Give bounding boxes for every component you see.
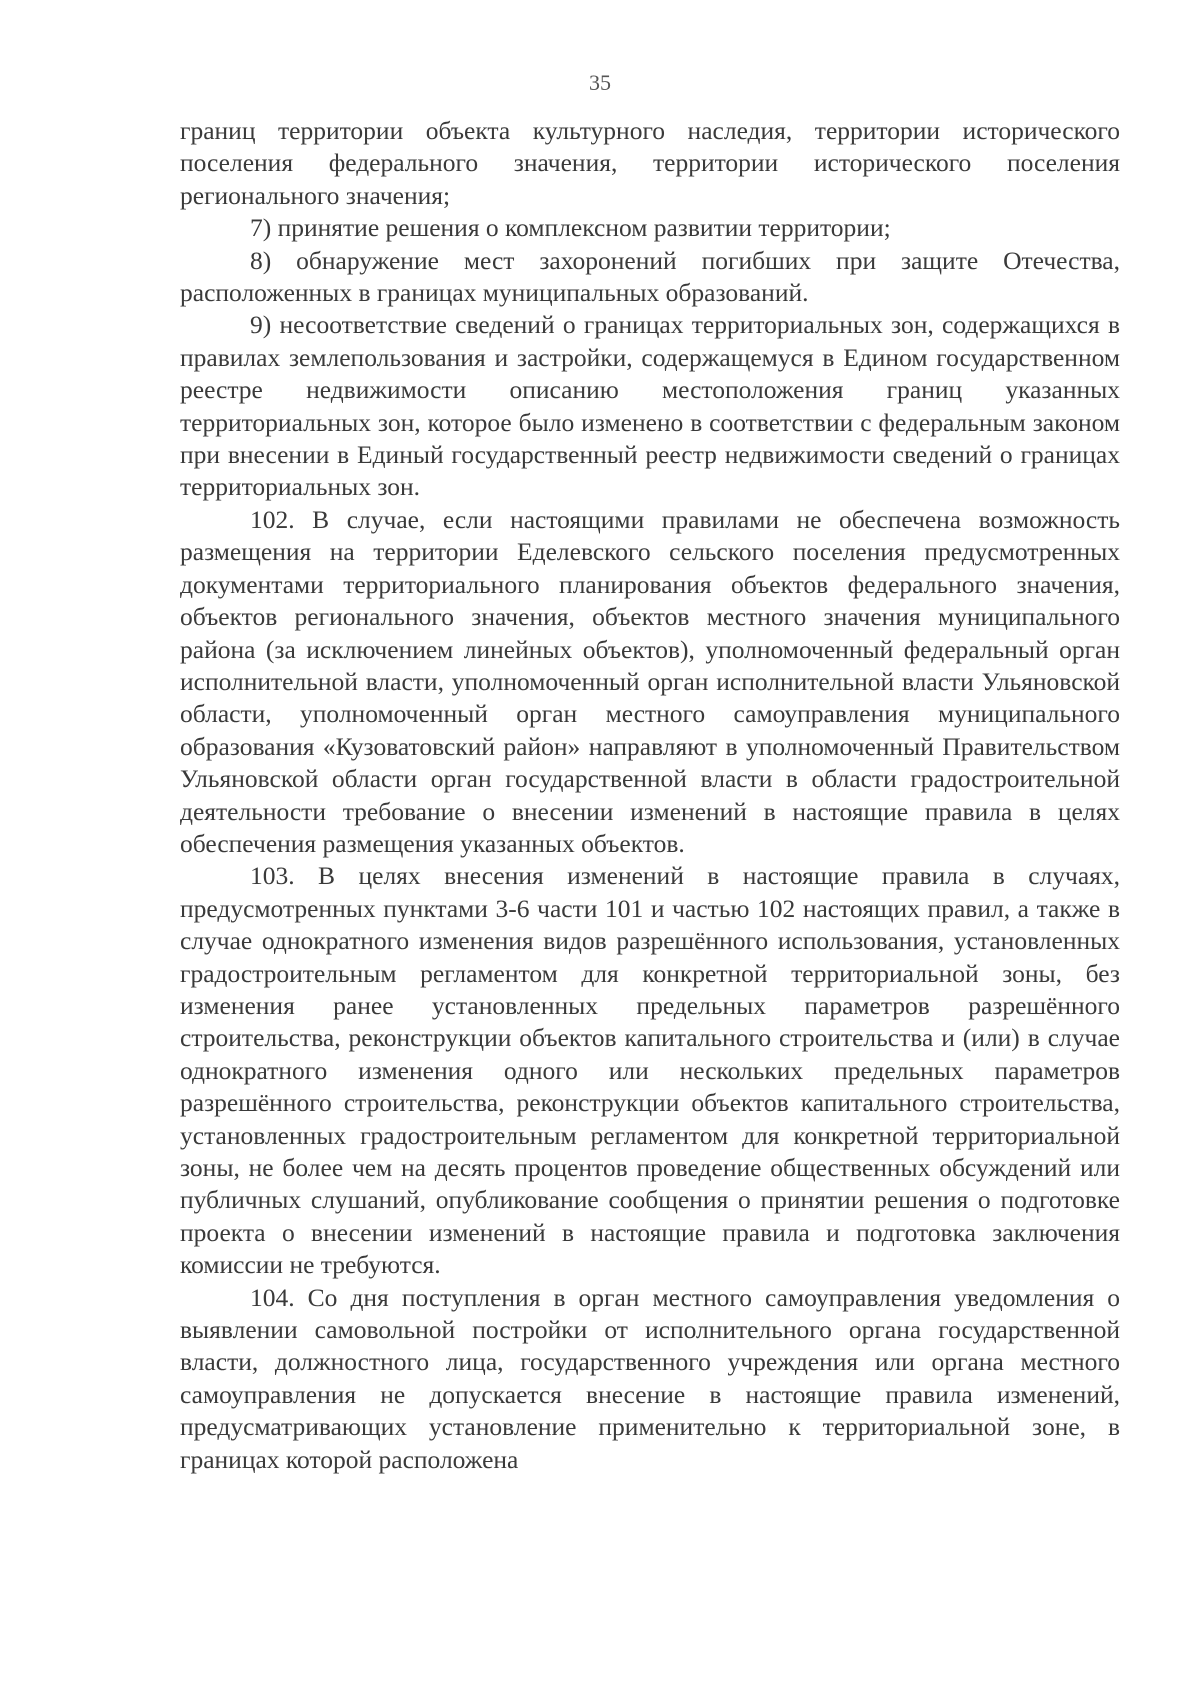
paragraph-item-8: 8) обнаружение мест захоронений погибших при защите Отечества, расположенных в границах муниципальных образований. bbox=[180, 245, 1120, 308]
paragraph-section-103: 103. В целях внесения изменений в настоящие правила в случаях, предусмотренных пунктами 3-6 части 101 и частью 102 настоящих правил, а также в случае однократного изменения видов разрешённого использования, установленных градостроительным регламентом для конкретной территориальной зоны, без изменения ранее установленных предельных параметров разрешённого строительства, реконструкции объектов капитального строительства и (или) в случае однократного изменения одного или нескольких предельных параметров разрешённого строительства, реконструкции объектов капитального строительства, установленных градостроительным регламентом для конкретной территориальной зоны, не более чем на десять процентов проведение общественных обсуждений или публичных слушаний, опубликование сообщения о принятии решения о подготовке проекта о внесении изменений в настоящие правила и подготовка заключения комиссии не требуются. bbox=[180, 861, 1120, 1280]
paragraph-section-104: 104. Со дня поступления в орган местного самоуправления уведомления о выявлении самовольной постройки от исполнительного органа государственной власти, должностного лица, государственного учреждения или органа местного самоуправления не допускается внесение в настоящие правила изменений, предусматривающих установление применительно к территориальной зоне, в границах которой расположена bbox=[180, 1282, 1120, 1474]
paragraph-item-9: 9) несоответствие сведений о границах территориальных зон, содержащихся в правилах землепользования и застройки, содержащемуся в Едином государственном реестре недвижимости описанию местоположения границ указанных территориальных зон, которое было изменено в соответствии с федеральным законом при внесении в Единый государственный реестр недвижимости сведений о границах территориальных зон. bbox=[180, 310, 1120, 502]
paragraph-section-102: 102. В случае, если настоящими правилами не обеспечена возможность размещения на территории Еделевского сельского поселения предусмотренных документами территориального планирования объектов федерального значения, объектов регионального значения, объектов местного значения муниципального района (за исключением линейных объектов), уполномоченный федеральный орган исполнительной власти, уполномоченный орган исполнительной власти Ульяновской области, уполномоченный орган местного самоуправления муниципального образования «Кузоватовский район» направляют в уполномоченный Правительством Ульяновской области орган государственной власти в области градостроительной деятельности требование о внесении изменений в настоящие правила в целях обеспечения размещения указанных объектов. bbox=[180, 504, 1120, 858]
document-body bbox=[180, 115, 1120, 1476]
page-number: 35 bbox=[589, 70, 611, 95]
paragraph-item-7: 7) принятие решения о комплексном развитии территории; bbox=[250, 213, 891, 243]
paragraph-continuation: границ территории объекта культурного наследия, территории исторического поселения федерального значения, территории исторического поселения регионального значения; bbox=[180, 116, 1120, 210]
